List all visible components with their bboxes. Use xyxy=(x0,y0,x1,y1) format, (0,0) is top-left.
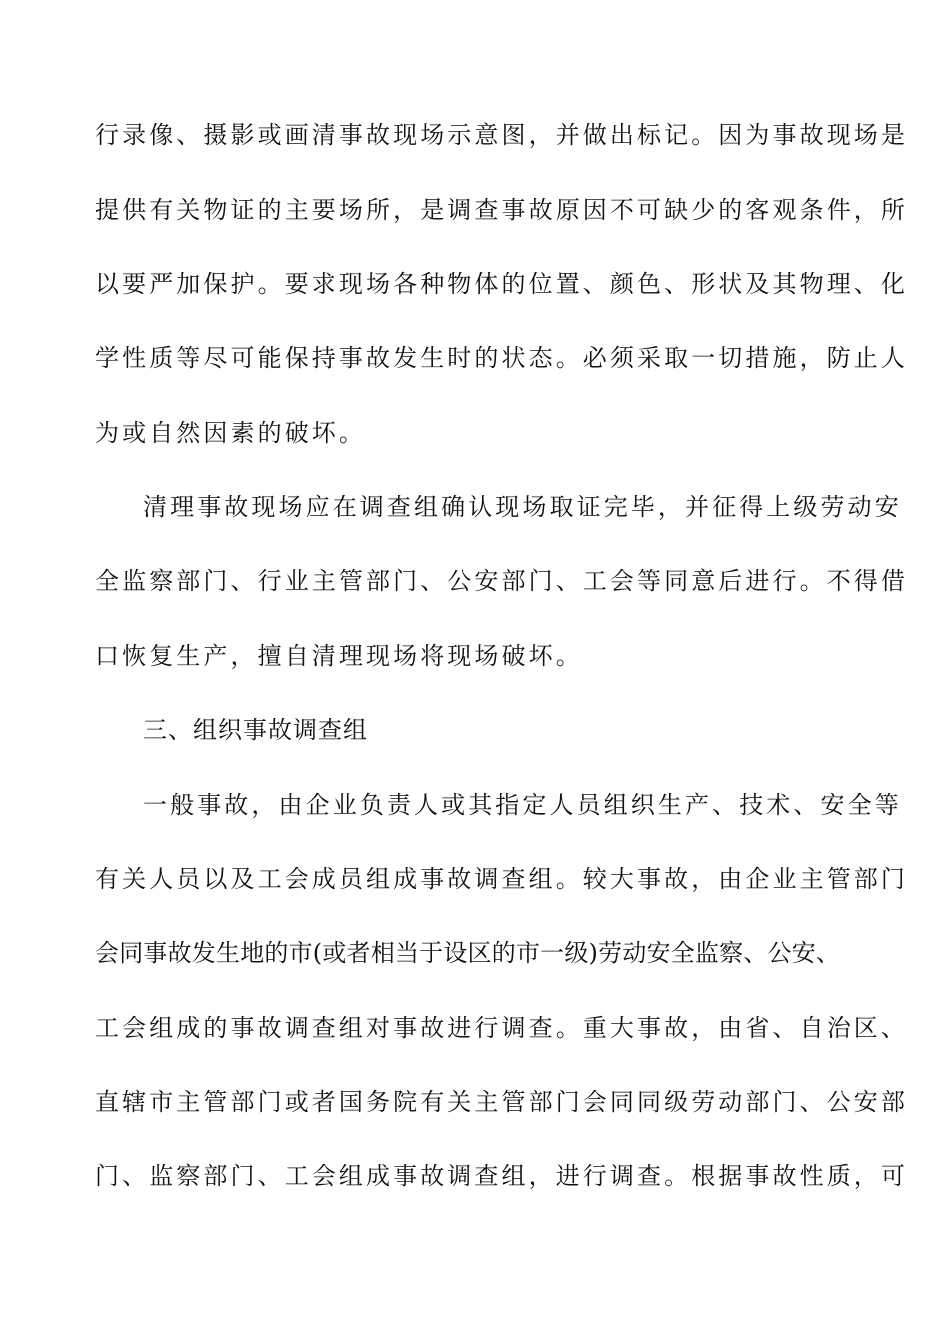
paragraph-line: 口恢复生产，擅自清理现场将现场破坏。 xyxy=(95,642,583,670)
paragraph-line: 提供有关物证的主要场所，是调查事故原因不可缺少的客观条件，所 xyxy=(95,196,908,224)
paragraph-line: 全监察部门、行业主管部门、公安部门、工会等同意后进行。不得借 xyxy=(95,567,908,595)
paragraph-line: 为或自然因素的破坏。 xyxy=(95,419,366,447)
paragraph-line: 学性质等尽可能保持事故发生时的状态。必须采取一切措施，防止人 xyxy=(95,344,908,372)
section-heading: 三、组织事故调查组 xyxy=(143,716,368,744)
paragraph-line: 门、监察部门、工会组成事故调查组，进行调查。根据事故性质，可 xyxy=(95,1162,908,1190)
paragraph-line: 有关人员以及工会成员组成事故调查组。较大事故，由企业主管部门 xyxy=(95,865,908,893)
paragraph-line: 直辖市主管部门或者国务院有关主管部门会同同级劳动部门、公安部 xyxy=(95,1088,908,1116)
paragraph-line: 会同事故发生地的市(或者相当于设区的市一级)劳动安全监察、公安、 xyxy=(95,939,841,967)
paragraph-line: 以要严加保护。要求现场各种物体的位置、颜色、形状及其物理、化 xyxy=(95,270,908,298)
paragraph-line: 一般事故，由企业负责人或其指定人员组织生产、技术、安全等 xyxy=(143,791,902,819)
paragraph-line: 工会组成的事故调查组对事故进行调查。重大事故，由省、自治区、 xyxy=(95,1014,908,1042)
paragraph-line: 行录像、摄影或画清事故现场示意图，并做出标记。因为事故现场是 xyxy=(95,121,908,149)
paragraph-line: 清理事故现场应在调查组确认现场取证完毕，并征得上级劳动安 xyxy=(143,493,902,521)
